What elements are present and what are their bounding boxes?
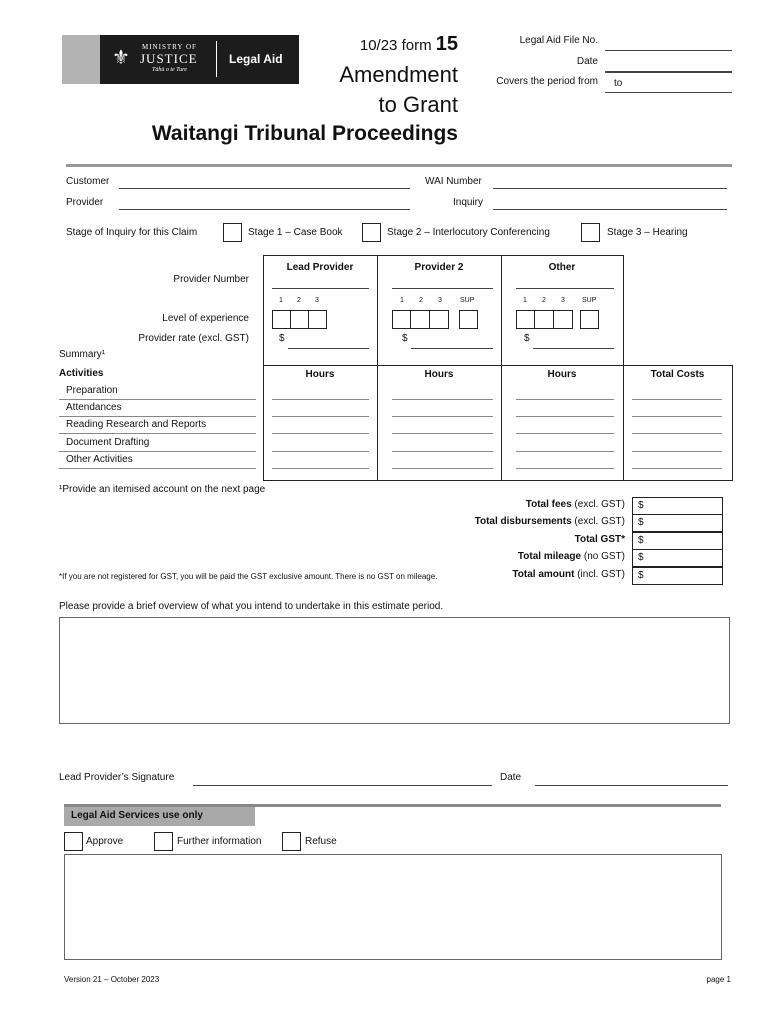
- footer-version: Version 21 – October 2023: [64, 975, 160, 984]
- lead-level-3-box[interactable]: [308, 310, 327, 329]
- lead-hours-field[interactable]: [272, 468, 369, 469]
- signature-date-field[interactable]: [535, 785, 728, 786]
- signature-field[interactable]: [193, 785, 492, 786]
- activity-divider: [59, 451, 256, 452]
- total-dollar-sign: $: [638, 552, 644, 564]
- footnote-itemised: ¹Provide an itemised account on the next page: [59, 484, 266, 495]
- other-rate-field[interactable]: [533, 348, 614, 349]
- overview-textarea[interactable]: [59, 617, 730, 724]
- activity-label: Document Drafting: [66, 436, 150, 448]
- provider-number-label: Provider Number: [173, 274, 249, 285]
- lead-hours-header: Hours: [305, 369, 335, 380]
- p2-level-sup: SUP: [460, 297, 475, 304]
- total-dollar-sign: $: [638, 500, 644, 511]
- provider-label: Provider: [66, 197, 104, 208]
- total-dollar-sign: $: [638, 534, 644, 546]
- logo-ministry: MINISTRY OF: [142, 43, 197, 51]
- other-hours-field[interactable]: [516, 399, 614, 400]
- stage3-label: Stage 3 – Hearing: [607, 227, 688, 238]
- other-level-sup-box[interactable]: [580, 310, 599, 329]
- activity-label: Reading Research and Reports: [66, 419, 207, 431]
- total-label: Total disbursements (excl. GST): [474, 516, 625, 528]
- other-hours-field[interactable]: [516, 416, 614, 417]
- provider2-header: Provider 2: [414, 262, 464, 273]
- signature-label: Lead Provider’s Signature: [59, 772, 175, 783]
- other-hours-field[interactable]: [516, 451, 614, 452]
- footer-page: page 1: [706, 975, 731, 984]
- total-cost-field[interactable]: [632, 468, 722, 469]
- total-value-field[interactable]: [632, 497, 723, 515]
- total-dollar-sign: $: [638, 569, 644, 581]
- lead-level-3: 3: [315, 297, 319, 304]
- total-label: Total GST*: [574, 533, 625, 545]
- refuse-label: Refuse: [305, 836, 337, 847]
- summary-label: Summary¹: [59, 349, 106, 360]
- total-value-field[interactable]: [632, 532, 723, 550]
- p2-level-3-box[interactable]: [429, 310, 449, 329]
- lead-level-2-box[interactable]: [290, 310, 309, 329]
- other-level-1: 1: [523, 297, 527, 304]
- logo-justice: JUSTICE: [140, 51, 198, 66]
- total-label: Total amount (incl. GST): [512, 568, 625, 580]
- p2-level-1-box[interactable]: [392, 310, 411, 329]
- rate-label: Provider rate (excl. GST): [138, 333, 249, 344]
- refuse-checkbox[interactable]: [282, 832, 301, 851]
- p2-hours-field[interactable]: [392, 399, 493, 400]
- other-number-field[interactable]: [516, 288, 614, 289]
- other-level-2-box[interactable]: [534, 310, 554, 329]
- activity-label: Preparation: [66, 385, 118, 396]
- activity-label: Other Activities: [66, 453, 133, 465]
- approve-checkbox[interactable]: [64, 832, 83, 851]
- logo-banner: [62, 35, 299, 84]
- further-info-checkbox[interactable]: [154, 832, 173, 851]
- p2-hours-field[interactable]: [392, 416, 493, 417]
- stage1-label: Stage 1 – Case Book: [248, 227, 343, 238]
- date-label: Date: [576, 56, 598, 67]
- total-value-field[interactable]: [632, 567, 723, 585]
- form-title-1: Amendment: [339, 62, 458, 87]
- p2-level-sup-box[interactable]: [459, 310, 478, 329]
- lead-hours-field[interactable]: [272, 416, 369, 417]
- other-level-3: 3: [561, 297, 565, 304]
- activity-label: Attendances: [66, 402, 122, 414]
- further-info-label: Further information: [177, 836, 262, 847]
- p2-level-1: 1: [400, 297, 404, 304]
- logo-legal-aid: Legal Aid: [229, 52, 283, 66]
- other-header: Other: [548, 262, 576, 273]
- approve-label: Approve: [86, 836, 124, 847]
- lead-hours-field[interactable]: [272, 451, 369, 452]
- inquiry-label: Inquiry: [453, 197, 484, 208]
- customer-label: Customer: [66, 176, 110, 187]
- wai-field[interactable]: [493, 188, 727, 189]
- office-notes-textarea[interactable]: [64, 854, 722, 960]
- other-hours-field[interactable]: [516, 468, 614, 469]
- inquiry-field[interactable]: [493, 209, 727, 210]
- stage3-checkbox[interactable]: [581, 223, 600, 242]
- lead-level-2: 2: [297, 297, 301, 304]
- p2-level-2: 2: [419, 297, 423, 304]
- activity-divider: [59, 468, 256, 469]
- other-hours-field[interactable]: [516, 433, 614, 434]
- lead-rate-field[interactable]: [288, 348, 369, 349]
- stage2-checkbox[interactable]: [362, 223, 381, 242]
- p2-hours-header: Hours: [424, 369, 454, 380]
- gst-note: *If you are not registered for GST, you will be paid the GST exclusive amount. There is no GST on mileage.: [59, 572, 438, 581]
- lead-hours-field[interactable]: [272, 399, 369, 400]
- file-no-label: Legal Aid File No.: [519, 35, 598, 46]
- activities-header: Activities: [59, 368, 104, 379]
- summary-table: [263, 365, 733, 481]
- p2-hours-field[interactable]: [392, 433, 493, 434]
- other-hours-header: Hours: [547, 369, 577, 380]
- office-title: Legal Aid Services use only: [71, 810, 203, 821]
- total-cost-field[interactable]: [632, 399, 722, 400]
- p2-rate-dollar: $: [402, 333, 408, 344]
- form-subtitle: Waitangi Tribunal Proceedings: [151, 122, 458, 145]
- logo-tagline: Tāhū o te Ture: [152, 67, 187, 73]
- activity-divider: [59, 433, 256, 434]
- stage-label: Stage of Inquiry for this Claim: [66, 227, 198, 238]
- wai-label: WAI Number: [425, 176, 482, 187]
- lead-level-1-box[interactable]: [272, 310, 291, 329]
- p2-hours-field[interactable]: [392, 468, 493, 469]
- form-number: 10/23 form 15: [359, 33, 458, 55]
- total-label: Total mileage (no GST): [517, 551, 625, 563]
- signature-date-label: Date: [500, 772, 522, 783]
- stage2-label: Stage 2 – Interlocutory Conferencing: [387, 227, 550, 238]
- other-level-1-box[interactable]: [516, 310, 535, 329]
- office-title-bar: [64, 807, 255, 826]
- p2-number-field[interactable]: [392, 288, 493, 289]
- activity-divider: [59, 416, 256, 417]
- total-label: Total fees (excl. GST): [525, 499, 625, 510]
- p2-level-2-box[interactable]: [410, 310, 430, 329]
- stage1-checkbox[interactable]: [223, 223, 242, 242]
- customer-field[interactable]: [119, 188, 410, 189]
- level-label: Level of experience: [162, 313, 249, 324]
- to-label: to: [614, 78, 623, 89]
- other-level-2: 2: [542, 297, 546, 304]
- lead-level-1: 1: [279, 297, 283, 304]
- header-divider: [66, 164, 732, 167]
- overview-label: Please provide a brief overview of what you intend to undertake in this estimate period.: [59, 601, 444, 612]
- crest-icon: ⚜: [112, 47, 130, 69]
- total-cost-field[interactable]: [632, 433, 722, 434]
- other-rate-dollar: $: [524, 333, 530, 344]
- p2-level-3: 3: [438, 297, 442, 304]
- total-cost-field[interactable]: [632, 416, 722, 417]
- covers-label: Covers the period from: [496, 76, 598, 87]
- total-value-field[interactable]: [632, 514, 723, 532]
- lead-number-field[interactable]: [272, 288, 369, 289]
- p2-hours-field[interactable]: [392, 451, 493, 452]
- other-level-sup: SUP: [582, 297, 597, 304]
- total-costs-header: Total Costs: [650, 369, 705, 380]
- total-cost-field[interactable]: [632, 451, 722, 452]
- form-title-2: to Grant: [378, 92, 458, 117]
- provider-field[interactable]: [119, 209, 410, 210]
- lead-hours-field[interactable]: [272, 433, 369, 434]
- total-dollar-sign: $: [638, 517, 644, 529]
- total-value-field[interactable]: [632, 549, 723, 567]
- other-level-3-box[interactable]: [553, 310, 573, 329]
- covers-field[interactable]: [605, 92, 732, 93]
- activity-divider: [59, 399, 256, 400]
- file-no-field[interactable]: [605, 50, 732, 51]
- p2-rate-field[interactable]: [411, 348, 493, 349]
- lead-rate-dollar: $: [279, 333, 285, 344]
- lead-provider-header: Lead Provider: [286, 262, 354, 273]
